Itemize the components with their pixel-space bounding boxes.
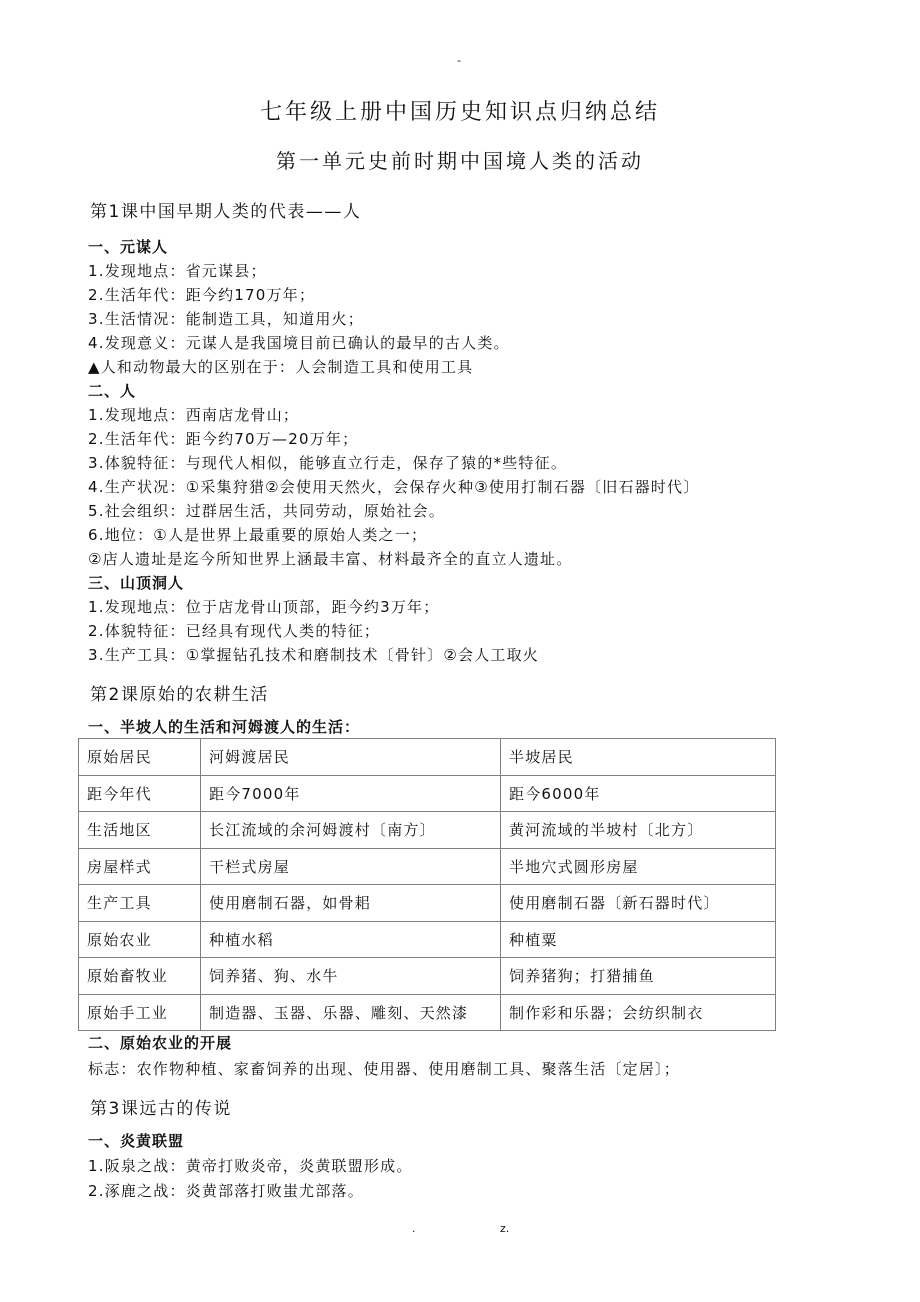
table-cell: 河姆渡居民: [201, 739, 501, 776]
text-line: 3.生活情况：能制造工具，知道用火；: [88, 310, 364, 328]
table-cell: 饲养猪狗；打猎捕鱼: [501, 958, 776, 995]
text-line: 2.体貌特征：已经具有现代人类的特征；: [88, 622, 381, 640]
text-line: 6.地位：①人是世界上最重要的原始人类之一；: [88, 526, 428, 544]
table-cell: 长江流域的余河姆渡村〔南方〕: [201, 812, 501, 849]
table-cell: 生产工具: [79, 885, 201, 922]
text-line: 1.阪泉之战：黄帝打败炎帝，炎黄联盟形成。: [88, 1157, 413, 1175]
footer-right-mark: z.: [500, 1222, 510, 1235]
table-cell: 饲养猪、狗、水牛: [201, 958, 501, 995]
text-line: 2.涿鹿之战：炎黄部落打败蚩尤部落。: [88, 1182, 364, 1200]
table-row: [79, 921, 776, 958]
table-cell: 半坡居民: [501, 739, 776, 776]
table-cell: 原始畜牧业: [79, 958, 201, 995]
comparison-table: [78, 738, 776, 1031]
table-row: [79, 739, 776, 776]
lesson-2-heading: 第2课原始的农耕生活: [90, 685, 269, 705]
table-cell: 距今7000年: [201, 775, 501, 812]
text-line: ②店人遗址是迄今所知世界上涵最丰富、材料最齐全的直立人遗址。: [88, 550, 573, 568]
text-line: 1.发现地点：省元谋县；: [88, 262, 267, 280]
table-cell: 干栏式房屋: [201, 848, 501, 885]
text-line: 标志：农作物种植、家畜饲养的出现、使用器、使用磨制工具、聚落生活〔定居〕；: [88, 1060, 680, 1078]
text-line: 5.社会组织：过群居生活，共同劳动，原始社会。: [88, 502, 445, 520]
section-banpo-hemudu-heading: 一、半坡人的生活和河姆渡人的生活：: [88, 718, 361, 736]
section-ren-heading: 二、人: [88, 382, 137, 400]
unit-title: 第一单元史前时期中国境人类的活动: [276, 149, 644, 173]
table-cell: 种植粟: [501, 921, 776, 958]
table-cell: 原始居民: [79, 739, 201, 776]
header-mark: -: [457, 54, 461, 67]
table-cell: 距今年代: [79, 775, 201, 812]
table-cell: 使用磨制石器，如骨耜: [201, 885, 501, 922]
lesson-3-heading: 第3课远古的传说: [90, 1099, 232, 1119]
text-line: ▲人和动物最大的区别在于：人会制造工具和使用工具: [88, 358, 474, 376]
table-cell: 原始手工业: [79, 994, 201, 1031]
section-yanhuang-heading: 一、炎黄联盟: [88, 1132, 185, 1150]
table-cell: 种植水稻: [201, 921, 501, 958]
table-row: [79, 812, 776, 849]
section-yuanmou-heading: 一、元谋人: [88, 238, 169, 256]
table-row: [79, 994, 776, 1031]
text-line: 2.生活年代：距今约70万—20万年；: [88, 430, 359, 448]
table-cell: 制作彩和乐器；会纺织制衣: [501, 994, 776, 1031]
table-cell: 生活地区: [79, 812, 201, 849]
table-cell: 使用磨制石器〔新石器时代〕: [501, 885, 776, 922]
table-cell: 制造器、玉器、乐器、雕刻、天然漆: [201, 994, 501, 1031]
table-row: [79, 848, 776, 885]
table-row: [79, 885, 776, 922]
table-row: [79, 958, 776, 995]
text-line: 1.发现地点：位于店龙骨山顶部，距今约3万年；: [88, 598, 440, 616]
text-line: 3.体貌特征：与现代人相似，能够直立行走，保存了猿的*些特征。: [88, 454, 568, 472]
section-shandingdong-heading: 三、山顶洞人: [88, 574, 185, 592]
text-line: 1.发现地点：西南店龙骨山；: [88, 406, 300, 424]
table-cell: 房屋样式: [79, 848, 201, 885]
lesson-1-heading: 第1课中国早期人类的代表——人: [90, 202, 362, 222]
text-line: 2.生活年代：距今约170万年；: [88, 286, 316, 304]
text-line: 4.生产状况：①采集狩猎②会使用天然火，会保存火种③使用打制石器〔旧石器时代〕: [88, 478, 700, 496]
text-line: 3.生产工具：①掌握钻孔技术和磨制技术〔骨针〕②会人工取火: [88, 646, 540, 664]
table-cell: 距今6000年: [501, 775, 776, 812]
document-title: 七年级上册中国历史知识点归纳总结: [259, 100, 660, 125]
table-cell: 半地穴式圆形房屋: [501, 848, 776, 885]
text-line: 4.发现意义：元谋人是我国境目前已确认的最早的古人类。: [88, 334, 510, 352]
table-row: [79, 775, 776, 812]
table-cell: 黄河流域的半坡村〔北方〕: [501, 812, 776, 849]
table-cell: 原始农业: [79, 921, 201, 958]
section-agriculture-heading: 二、原始农业的开展: [88, 1034, 233, 1052]
footer-left-mark: .: [412, 1222, 416, 1235]
